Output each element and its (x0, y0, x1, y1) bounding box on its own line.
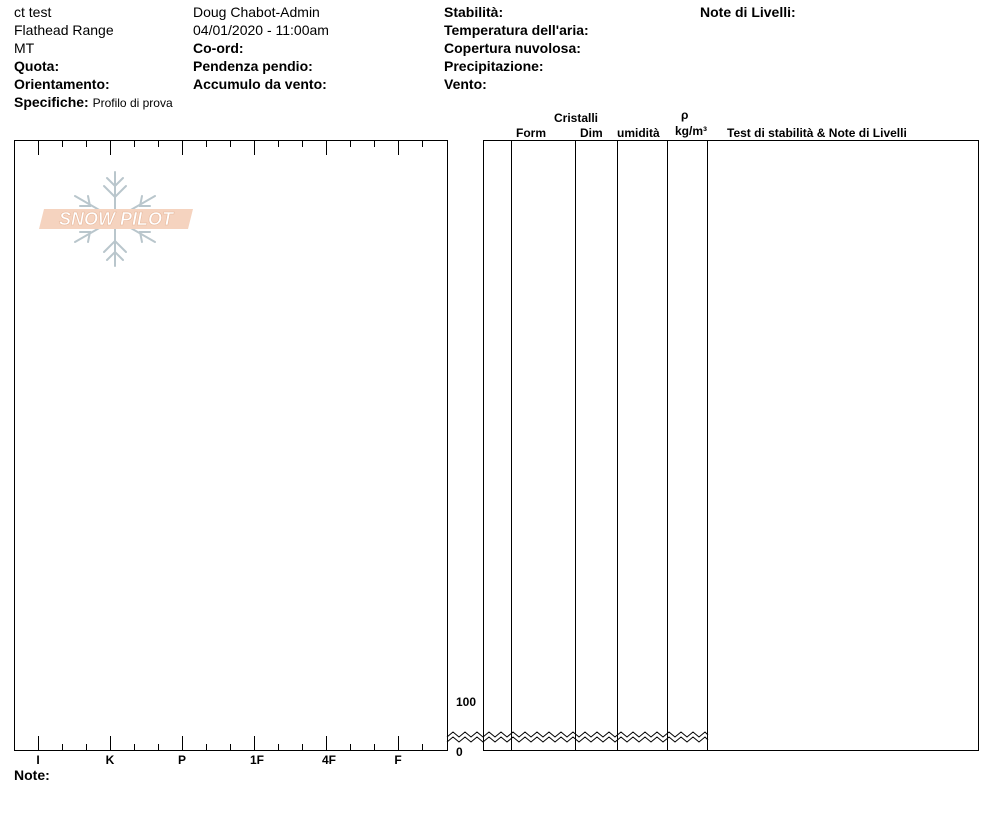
density-unit-header: kg/m³ (675, 124, 708, 138)
depth-break-zigzag (447, 732, 708, 742)
moisture-header: umidità (617, 126, 660, 140)
precip-label: Precipitazione: (444, 58, 544, 74)
state-name: MT (14, 40, 35, 56)
layer-notes-label: Note di Livelli: (700, 4, 796, 20)
logo-text: SNOW PILOT (59, 209, 173, 229)
coord-label: Co-ord: (193, 40, 244, 56)
cloud-cover-label: Copertura nuvolosa: (444, 40, 581, 56)
slope-label: Pendenza pendio: (193, 58, 313, 74)
aspect-label: Orientamento: (14, 76, 110, 92)
tests-notes-header: Test di stabilità & Note di Livelli (727, 126, 907, 140)
depth-label-top: 100 (456, 695, 477, 709)
observation-datetime: 04/01/2020 - 11:00am (193, 22, 329, 38)
bottom-ticks (39, 736, 423, 750)
elevation-label: Quota: (14, 58, 60, 74)
hardness-tick-label: F (394, 753, 402, 767)
hardness-tick-label: 1F (249, 753, 264, 767)
hardness-tick-label: I (36, 753, 40, 767)
hardness-tick-label: P (177, 753, 186, 767)
crystals-header: Cristalli (554, 111, 599, 125)
layer-table-frame (484, 141, 979, 751)
hardness-tick-label: K (105, 753, 115, 767)
depth-label-bottom: 0 (456, 745, 463, 759)
top-ticks (39, 141, 423, 155)
notes-label: Note: (14, 767, 50, 783)
range-name: Flathead Range (14, 22, 114, 38)
air-temp-label: Temperatura dell'aria: (444, 22, 589, 38)
size-header: Dim (580, 126, 603, 140)
snow-pilot-logo (39, 172, 193, 266)
rho-header: ρ (681, 108, 689, 122)
stability-label: Stabilità: (444, 4, 504, 20)
observer-name: Doug Chabot-Admin (193, 4, 320, 20)
form-header: Form (516, 126, 546, 140)
hardness-tick-label: 4F (321, 753, 336, 767)
layer-table-columns (512, 141, 708, 750)
wind-label: Vento: (444, 76, 487, 92)
wind-loading-label: Accumulo da vento: (193, 76, 327, 92)
specifics-label-text: Specifiche: (14, 94, 89, 110)
profile-title: ct test (14, 4, 52, 20)
specifics-value: Profilo di prova (92, 96, 173, 110)
